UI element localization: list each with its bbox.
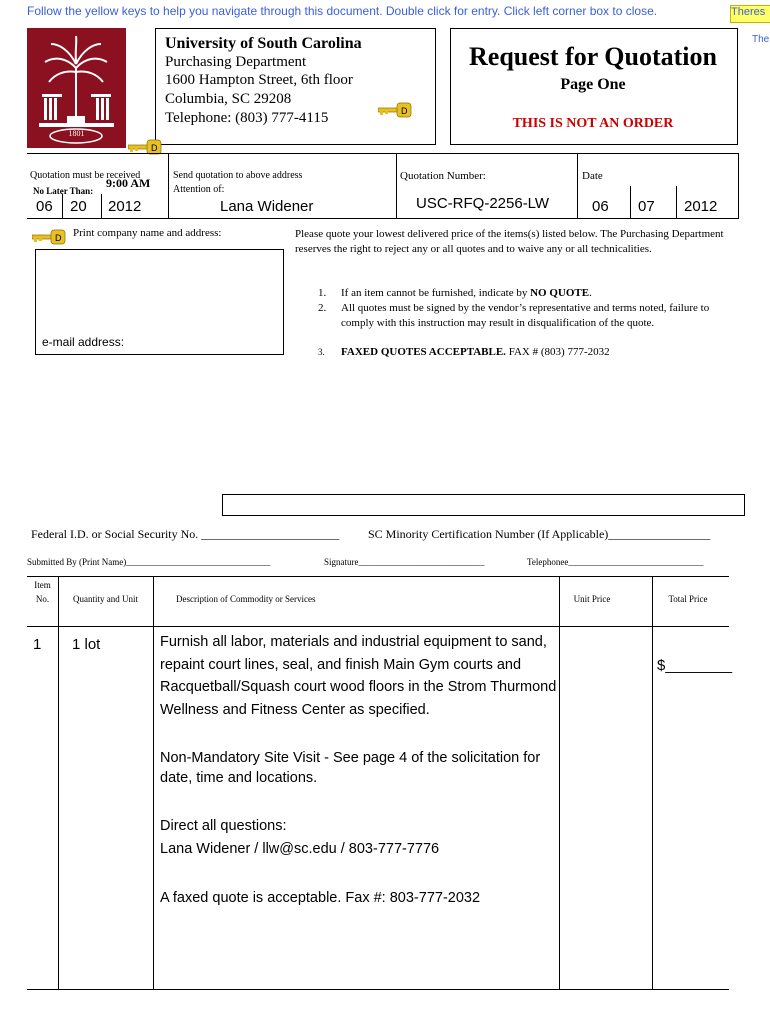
info-row-bottom-border bbox=[27, 218, 739, 219]
navigation-banner: Follow the yellow keys to help you navigate through this document. Double click for entry. Click left corner box to close. bbox=[27, 4, 658, 18]
signature-line[interactable]: Signature____________________________ bbox=[324, 557, 485, 567]
table-bottom-border bbox=[27, 989, 729, 990]
department-name: Purchasing Department bbox=[165, 54, 307, 70]
instruction-bold: FAXED QUOTES ACCEPTABLE. bbox=[341, 346, 506, 358]
svg-text:D: D bbox=[151, 143, 158, 153]
deadline-year-field[interactable]: 2012 bbox=[108, 198, 142, 215]
row-fax-note: A faxed quote is acceptable. Fax #: 803-777-2032 bbox=[160, 890, 481, 906]
key-icon[interactable] bbox=[32, 229, 66, 245]
svg-text:D: D bbox=[55, 233, 62, 243]
info-divider bbox=[577, 153, 578, 218]
date-year-field[interactable]: 2012 bbox=[684, 198, 718, 215]
header-item: Item bbox=[34, 580, 51, 590]
deadline-time: 9:00 AM bbox=[106, 176, 151, 190]
header-unit-price: Unit Price bbox=[573, 594, 611, 604]
quotation-number-field[interactable]: USC-RFQ-2256-LW bbox=[416, 195, 550, 212]
university-logo bbox=[27, 28, 126, 148]
instruction-item bbox=[318, 345, 728, 360]
table-column-divider bbox=[153, 576, 154, 990]
instruction-item bbox=[318, 301, 728, 331]
instruction-number: 1. bbox=[318, 287, 327, 299]
date-month-field[interactable]: 06 bbox=[592, 198, 609, 215]
blank-entry-field[interactable] bbox=[222, 494, 745, 516]
deadline-day-field[interactable]: 20 bbox=[70, 198, 87, 215]
attention-label: Attention of: bbox=[173, 184, 225, 195]
header-total-price: Total Price bbox=[668, 594, 708, 604]
telephone-line[interactable]: Telephonee______________________________ bbox=[527, 557, 704, 567]
info-divider bbox=[738, 153, 739, 218]
table-top-border bbox=[27, 576, 729, 577]
not-an-order-notice: THIS IS NOT AN ORDER bbox=[512, 116, 674, 131]
instruction-tail: FAX # (803) 777-2032 bbox=[505, 346, 610, 358]
document-title: Request for Quotation bbox=[469, 42, 717, 71]
info-row-top-border bbox=[27, 153, 739, 154]
svg-text:D: D bbox=[401, 106, 408, 116]
row-contact-info: Lana Widener / llw@sc.edu / 803-777-7776 bbox=[160, 841, 440, 857]
date-divider bbox=[101, 194, 102, 218]
instruction-number: 3. bbox=[318, 347, 325, 357]
phone-number: Telephone: (803) 777-4115 bbox=[165, 110, 329, 126]
company-label: Print company name and address: bbox=[73, 227, 222, 239]
table-column-divider bbox=[559, 576, 560, 990]
row-questions-label: Direct all questions: bbox=[160, 818, 287, 834]
info-divider bbox=[168, 153, 169, 218]
instruction-item bbox=[318, 286, 728, 301]
row-item-number[interactable]: 1 bbox=[33, 636, 42, 653]
deadline-label: Quotation must be received bbox=[30, 170, 141, 181]
instruction-number: 2. bbox=[318, 302, 327, 314]
row-site-visit-note: Non-Mandatory Site Visit - See page 4 of the solicitation for date, time and locations. bbox=[160, 750, 541, 786]
instruction-text: If an item cannot be furnished, indicate by bbox=[341, 287, 531, 299]
row-total-price[interactable]: $________ bbox=[657, 657, 733, 674]
header-no: No. bbox=[35, 594, 50, 604]
submitted-by-line[interactable]: Submitted By (Print Name)________________________________ bbox=[27, 557, 271, 567]
logo-year: 1801 bbox=[68, 129, 85, 138]
row-quantity[interactable]: 1 lot bbox=[72, 636, 101, 653]
table-column-divider bbox=[58, 576, 59, 990]
row-description[interactable]: Furnish all labor, materials and industrial equipment to sand, repaint court lines, seal, and finish Main Gym courts and Racquetball/Squash court wood floors in the Strom Thurmond Wellness and Fitness Center as specified. bbox=[160, 634, 557, 718]
corner-note-box[interactable]: Theres bbox=[730, 5, 770, 23]
table-header-border bbox=[27, 626, 729, 627]
table-column-divider bbox=[652, 576, 653, 990]
instruction-bold: NO QUOTE bbox=[530, 287, 590, 299]
header-quantity: Quantity and Unit bbox=[73, 594, 138, 604]
date-divider bbox=[630, 186, 631, 218]
date-label: Date bbox=[582, 170, 603, 182]
street-address: 1600 Hampton Street, 6th floor bbox=[165, 72, 353, 88]
corner-note-text: The bbox=[752, 34, 770, 45]
federal-id-line[interactable]: Federal I.D. or Social Security No. _______________________ bbox=[31, 527, 340, 541]
page-label: Page One bbox=[560, 76, 626, 93]
date-day-field[interactable]: 07 bbox=[638, 198, 655, 215]
quotation-number-label: Quotation Number: bbox=[400, 170, 486, 182]
minority-cert-line[interactable]: SC Minority Certification Number (If Applicable)_________________ bbox=[368, 527, 711, 541]
attention-name-field[interactable]: Lana Widener bbox=[220, 198, 314, 215]
deadline-month-field[interactable]: 06 bbox=[36, 198, 53, 215]
date-divider bbox=[676, 186, 677, 218]
send-to-label: Send quotation to above address bbox=[173, 170, 303, 181]
info-divider bbox=[396, 153, 397, 218]
no-later-than-label: No Later Than: bbox=[33, 186, 94, 196]
header-description: Description of Commodity or Services bbox=[176, 594, 316, 604]
instruction-text: All quotes must be signed by the vendor’s representative and terms noted, failure to comply with this instruction may result in disqualification of the quote. bbox=[341, 302, 710, 329]
key-icon[interactable] bbox=[378, 102, 412, 118]
city-address: Columbia, SC 29208 bbox=[165, 91, 292, 107]
date-divider bbox=[62, 194, 63, 218]
instruction-tail: . bbox=[589, 287, 592, 299]
email-label: e-mail address: bbox=[42, 335, 125, 349]
university-name: University of South Carolina bbox=[165, 35, 362, 52]
instructions-intro: Please quote your lowest delivered price of the items(s) listed below. The Purchasing Department reserves the right to reject any or all quotes and to waive any or all technicalities. bbox=[295, 228, 724, 255]
